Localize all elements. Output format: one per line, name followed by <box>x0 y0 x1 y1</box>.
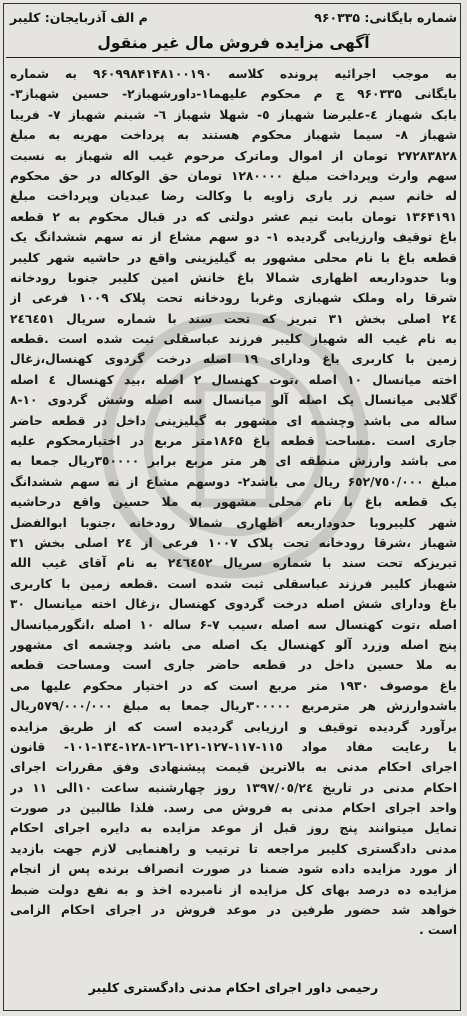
body-line: جاری است .مساحت قطعه باغ ۱۸۶۵متر مربع در اختیارمحکوم علیه <box>10 434 457 449</box>
archive-number: شماره بایگانی: ۹۶۰۳۳۵ <box>314 9 457 25</box>
body-line: مزایده ده درصد بهای کل مزایده از نامبرده اخذ و به نفع دولت ضبط <box>10 882 457 897</box>
region-code: م الف آذربایجان: کلیبر <box>10 9 148 25</box>
body-line: باشدوارزش هر مترمربع ۳۰۰۰۰۰ریال جمعا به مبلغ ٥۷۹/۰۰۰/۰۰۰ریال <box>10 699 457 714</box>
body-line: خواهد شد حضور طرفین در موعد فروش در اجرای احکام الزامی <box>10 903 457 918</box>
body-line: یک قطعه باغ با نام محلی مشهور به ملا حسین واقع درحاشیه <box>10 495 457 510</box>
body-line: اصله ،توت کهنسال سه اصله ،سیب ۷-۶ ساله ۱۰ اصله ،انگورمیانسال <box>10 617 457 632</box>
body-line: احکام مدنی در تاریخ ۱۳۹۷/۰٥/۲٤ روز چهارشنبه ساعت ۱۰الی ۱۱ در <box>10 780 457 795</box>
body-line: سهم وارث وپرداخت مبلغ ۱۲۸۰۰۰۰ تومان حق الوکاله در حق محکوم <box>10 168 457 183</box>
signature-line: رحیمی داور اجرای احکام مدنی دادگستری کلیبر <box>88 980 379 995</box>
body-line: اجرای احکام مدنی به بالاترین قیمت پیشنهادی وفق مقررات اجرای <box>10 760 457 775</box>
body-line: است . <box>419 923 457 938</box>
body-line: با رعایت مفاد مواد ۱۱٥-۱۱۷-۱۲۷-۱۲۱-۱۲٦-۱۲۸-۱۳٤-۱۰۱- قانون <box>10 739 457 754</box>
body-line: به نام غیب اله شهباز کلیبر فرزند عباسقلی ثبت شده است .قطعه <box>10 332 457 347</box>
body-line: برآورد گردیده توقیف و ارزیابی گردیده است که از طریق مزایده <box>10 719 457 734</box>
body-line: باغ توقیف وارزیابی گردیده ۱- دو سهم مشاع از نه سهم ششدانگ یک <box>10 230 457 245</box>
body-line: می باشد وارزش منطقه ای هر متر مربع برابر ۳٥۰۰۰۰ریال جمعا به <box>10 454 457 469</box>
body-line: له خانم سیم زر یاری زاویه با وکالت رضا عبدیان وپرداخت مبلغ <box>10 189 457 204</box>
body-line: باغ ودارای شش اصله درخت گردوی کهنسال ،زغال اخته میانسال ۳۰ <box>10 597 457 612</box>
body-line: مبلغ ۶٥۲/۷٥۰/۰۰۰ ریال می باشد۲- دوسهم مشاع از نه سهم ششدانگ <box>10 474 457 489</box>
ad-body <box>10 64 457 941</box>
body-line: شهباز کلیبر فرزند عباسقلی ثبت شده است .قطعه زمین با کاربری <box>10 576 457 591</box>
body-line: بایگانی ۹۶۰۳۳۵ ج م محکوم علیهما۱-داورشهباز۲- حسین شهباز۳- <box>10 87 457 102</box>
body-line: واحد اجرای احکام مدنی به فروش می رسد. فلذا طالبین در صورت <box>10 801 457 816</box>
body-line: شرقا راه وملک شهبازی وغربا رودخانه تحت پلاک ۱۰۰۹ فرعی از <box>10 291 457 306</box>
body-line: به ملا حسین داخل در قطعه حاضر جاری است ومساحت قطعه <box>10 658 457 673</box>
ad-title: آگهی مزایده فروش مال غیر منقول <box>97 34 370 52</box>
body-line: قطعه باغ با نام محلی مشهور به گیلیزینی واقع در حاشیه شهر کلیبر <box>10 250 457 265</box>
body-line: ساله می باشد وچشمه ای مشهور به گیلیزینی داخل در قطعه حاضر <box>10 413 457 428</box>
body-line: به موجب اجرائیه پرونده کلاسه ۹۶۰۹۹۸۴۱۴۸۱۰۰۱۹۰ به شماره <box>10 67 457 81</box>
body-line: شهر کلیبروبا حدوداربعه اظهاری شمالا رودخانه ،جنوبا ابوالفضل <box>10 515 457 530</box>
body-line: زمین با کاربری باغ ودارای ۱۹ اصله درخت گردوی کهنسال،زغال <box>10 352 457 367</box>
body-line: گلابی میانسال یک اصله آلو میانسال سه اصله وشش گردوی ۱۰-۸ <box>10 393 457 408</box>
body-line: مدنی دادگستری کلیبر مراجعه تا ترتیب و راهنمایی لازم جهت بازدید <box>10 841 457 856</box>
body-line: اخته میانسال ۱۰ اصله ،توت کهنسال ۲ اصله ،بید کهنسال ٤ اصله <box>10 372 457 387</box>
body-line: شهباز ،شرقا رودخانه تحت پلاک ۱۰۰۷ فرعی از ۲٤ اصلی بخش ۳۱ <box>10 535 457 550</box>
body-line: تمایل میتوانند پنج روز قبل از موعد مزایده به دایره اجرای احکام <box>10 821 457 836</box>
body-line: باغ موصوف ۱۹۳۰ متر مربع است که در اختیار محکوم علیها می <box>10 678 457 693</box>
body-line: ۲٤ اصلی بخش ۳۱ تبریز که تحت سند با شماره سریال ۲٤٦٤٥۱ <box>10 311 457 326</box>
header-row <box>10 6 457 28</box>
title-divider <box>6 57 461 58</box>
body-line: ۲۷۲۸۳۸۲۸ تومان از اموال وماترک مرحوم غیب اله شهباز به نسبت <box>10 148 457 163</box>
body-line: بابک شهباز ٤-علیرضا شهباز ٥- شهلا شهباز ٦- شبنم شهباز ۷- فریبا <box>10 107 457 122</box>
body-line: پنج اصله وزرد آلو کهنسال یک اصله می باشد وچشمه ای مشهور <box>10 637 457 652</box>
body-line: شهباز ۸- سیما شهباز محکوم هستند به پرداخت مهریه به مبلغ <box>10 128 457 143</box>
body-line: وبا حدوداربعه اظهاری شمالا باغ خانش امین کلیبر جنوبا رودخانه <box>10 270 457 285</box>
body-line: از مورد مزایده داده شود ضمنا در صورت انصراف برنده پس از انجام <box>10 862 457 877</box>
body-line: تبریزکه تحت سند با شماره سریال ۲٤٦٤٥۲ به نام آقای غیب الله <box>10 556 457 571</box>
body-line: ۱۳۶۴۱۹۱ تومان بابت نیم عشر دولتی که در قبال محکوم به ۲ قطعه <box>10 209 457 224</box>
